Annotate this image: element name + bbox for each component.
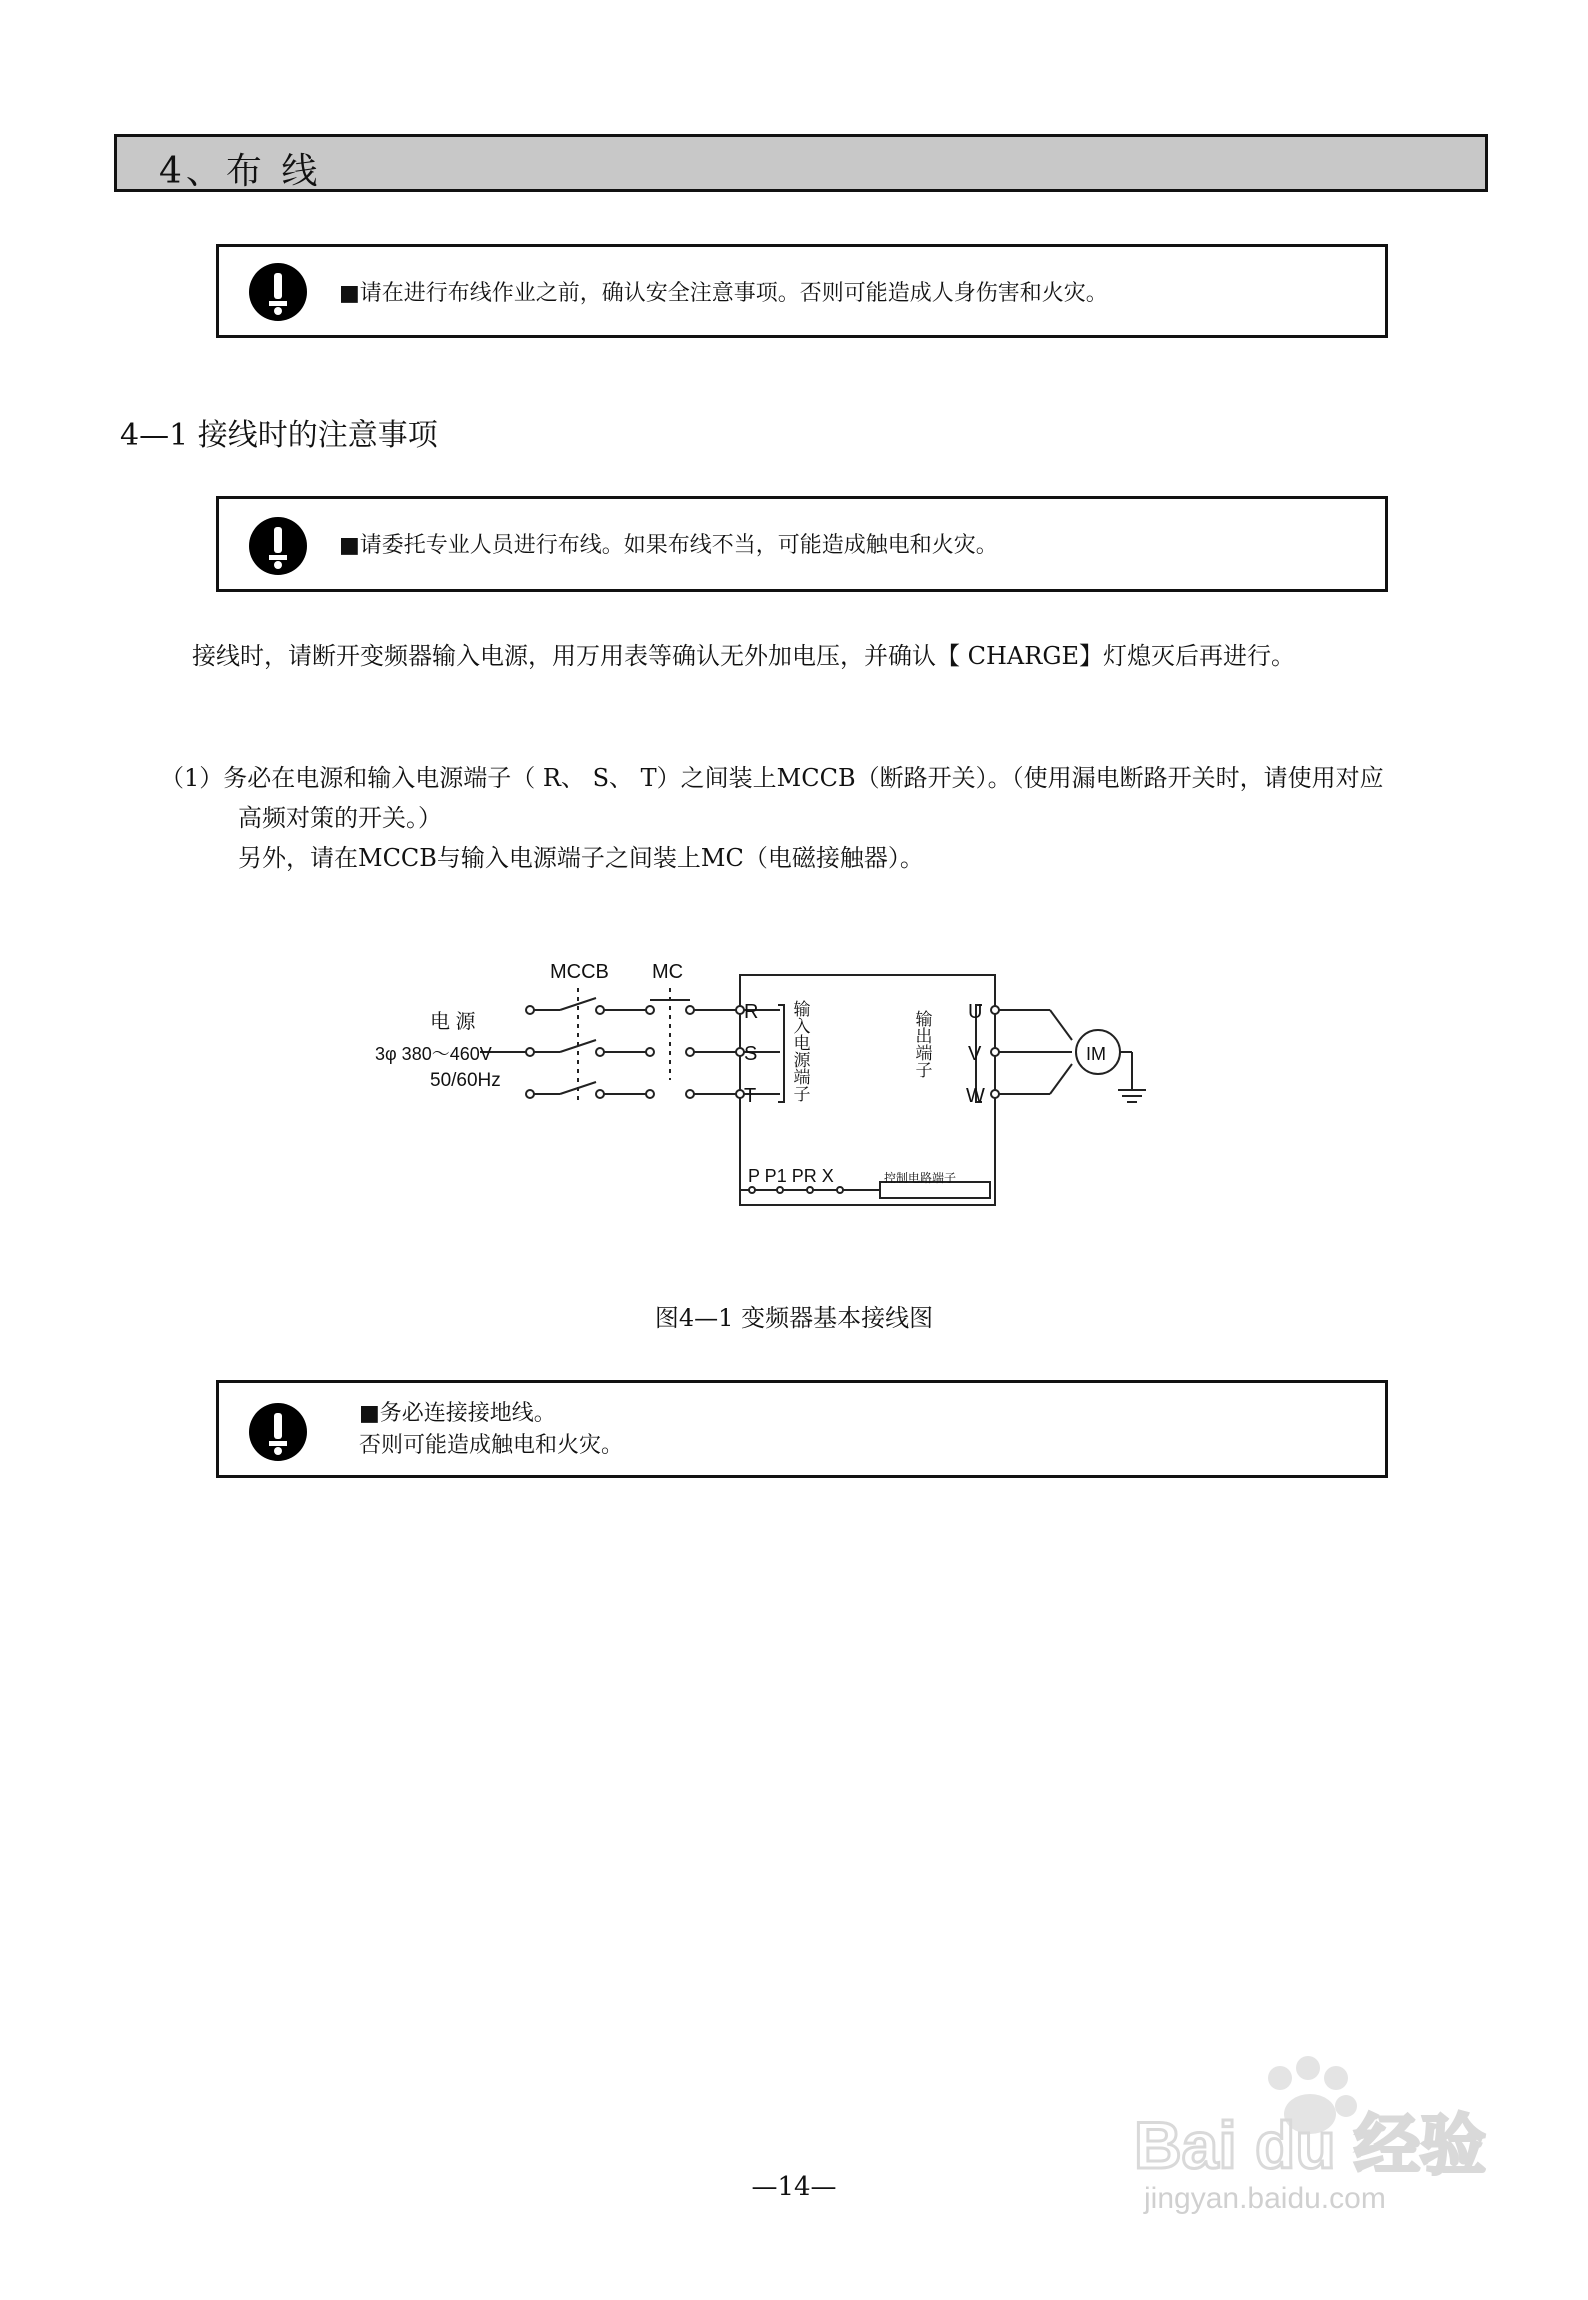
warning-box-2 <box>216 496 1388 592</box>
output-terminal-label: 输出端子 <box>912 1010 932 1078</box>
page-number: —14— <box>751 2172 837 2202</box>
mc-label: MC <box>652 961 684 983</box>
frequency-label: 50/60Hz <box>430 1070 501 1091</box>
warning-2-text: ■请委托专业人员进行布线。如果布线不当，可能造成触电和火灾。 <box>339 533 998 558</box>
warning-1-text: ■请在进行布线作业之前，确认安全注意事项。否则可能造成人身伤害和火灾。 <box>339 281 1108 306</box>
wiring-diagram <box>360 950 1160 1230</box>
bottom-terminals-label: P P1 PR X <box>748 1166 834 1186</box>
exclamation-icon <box>247 261 309 323</box>
section-title-bar <box>114 134 1488 192</box>
baidu-watermark <box>1130 2050 1510 2220</box>
exclamation-icon <box>247 515 309 577</box>
terminal-u: U <box>968 1001 983 1023</box>
watermark-brand: Bai du 经验 <box>1134 2108 1487 2182</box>
warning-3-line-2: 否则可能造成触电和火灾。 <box>359 1433 624 1458</box>
warning-3-line-1: ■务必连接接地线。 <box>359 1401 556 1426</box>
item-1-line-2: 高频对策的开关。） <box>238 804 442 832</box>
voltage-label: 3φ 380～460V <box>375 1044 492 1064</box>
figure-caption: 图4—1 变频器基本接线图 <box>654 1304 934 1332</box>
mccb-label: MCCB <box>550 961 609 983</box>
item-1-line-3: 另外，请在MCCB与输入电源端子之间装上MC（电磁接触器）。 <box>238 844 924 872</box>
terminal-v: V <box>968 1043 982 1065</box>
terminal-t: T <box>744 1085 757 1107</box>
input-terminal-label: 输入电源端子 <box>790 1000 810 1102</box>
warning-box-3 <box>216 1380 1388 1478</box>
terminal-w: W <box>966 1085 985 1107</box>
exclamation-icon <box>247 1401 309 1463</box>
watermark-url: jingyan.baidu.com <box>1144 2182 1386 2215</box>
subsection-title: 4—1 接线时的注意事项 <box>120 418 438 453</box>
item-1-line-1: （1）务必在电源和输入电源端子（ R、 S、 T）之间装上MCCB（断路开关）。（使用漏电断路开关时，请使用对应 <box>160 764 1384 792</box>
warning-box-1 <box>216 244 1388 338</box>
motor-label: IM <box>1086 1044 1106 1064</box>
terminal-s: S <box>744 1043 758 1065</box>
charge-note: 接线时，请断开变频器输入电源，用万用表等确认无外加电压，并确认【 CHARGE】灯熄灭后再进行。 <box>192 642 1296 670</box>
section-title: 4、布 线 <box>159 151 322 192</box>
control-terminal-label: 控制电路端子 <box>884 1171 957 1185</box>
power-label: 电 源 <box>430 1011 476 1033</box>
terminal-r: R <box>744 1001 759 1023</box>
